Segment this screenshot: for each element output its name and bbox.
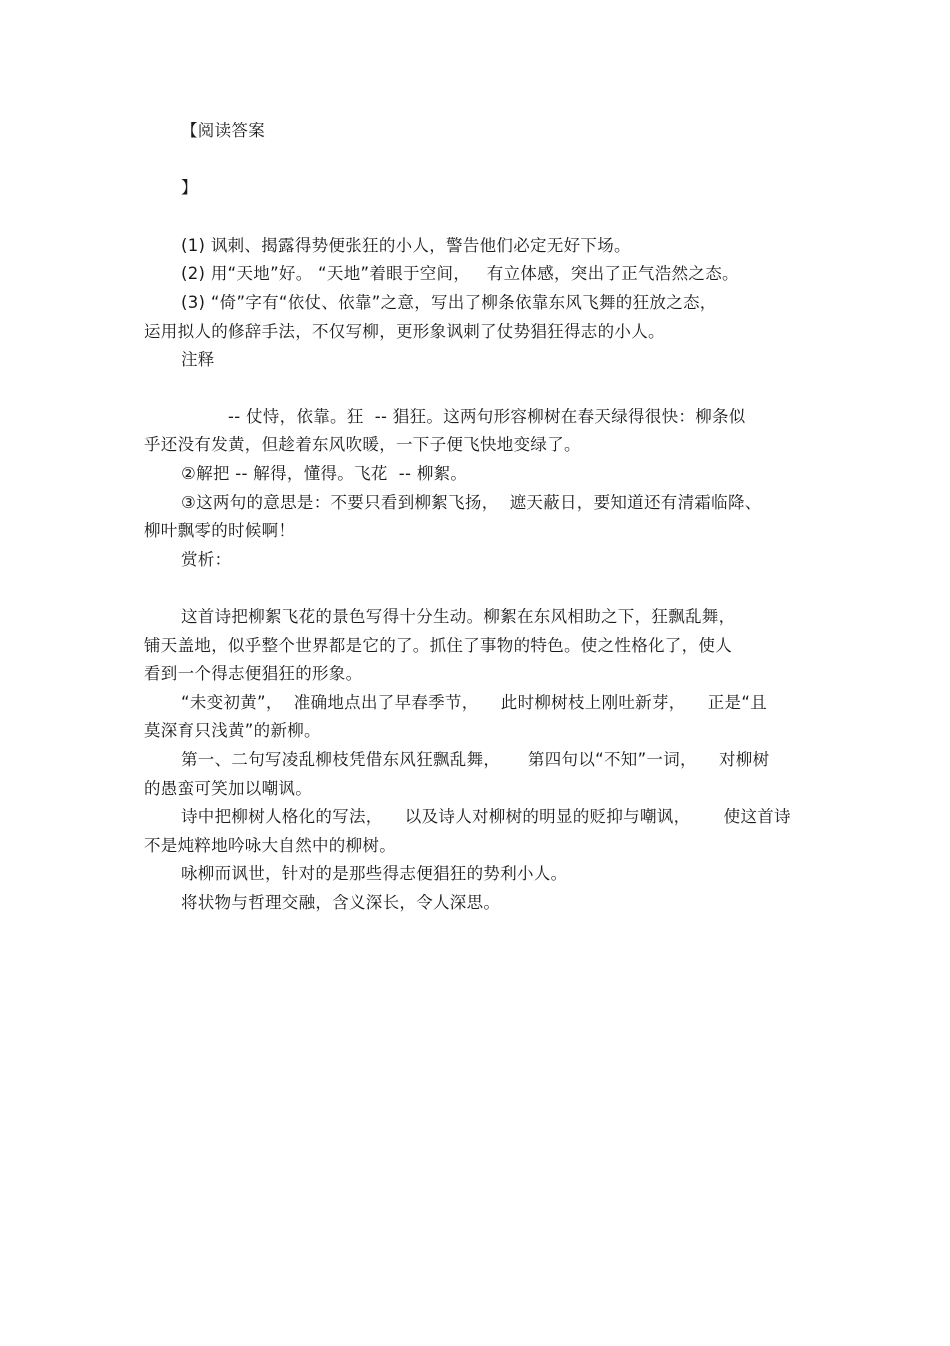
appreciation-line: 这首诗把柳絮飞花的景色写得十分生动。柳絮在东风相助之下，狂飘乱舞， (181, 607, 736, 626)
note-line: 柳叶飘零的时候啊！ (144, 521, 296, 540)
note-line: 乎还没有发黄，但趁着东风吹暖，一下子便飞快地变绿了。 (144, 435, 581, 454)
appreciation-line: 诗中把柳树人格化的写法， 以及诗人对柳树的明显的贬抑与嘲讽， 使这首诗 (181, 807, 791, 826)
appreciation-line: 第一、二句写凌乱柳枝凭借东风狂飘乱舞， 第四句以“不知”一词， 对柳树 (181, 750, 770, 769)
answer-line: 运用拟人的修辞手法，不仅写柳，更形象讽刺了仗势猖狂得志的小人。 (144, 322, 665, 341)
note-line: ③这两句的意思是：不要只看到柳絮飞扬， 遮天蔽日，要知道还有清霜临降、 (181, 493, 762, 512)
appreciation-line: 将状物与哲理交融，含义深长，令人深思。 (181, 893, 501, 912)
answer-line: (2) 用“天地”好。 “天地”着眼于空间， 有立体感，突出了正气浩然之态。 (181, 264, 739, 283)
appreciation-line: 的愚蛮可笑加以嘲讽。 (144, 779, 312, 798)
appreciation-line: 不是炖粹地吟咏大自然中的柳树。 (144, 836, 396, 855)
appreciation-line: 看到一个得志便猖狂的形象。 (144, 664, 363, 683)
heading-close: 】 (181, 178, 198, 197)
answer-line: (1) 讽刺、揭露得势便张狂的小人，警告他们必定无好下场。 (181, 236, 631, 255)
appreciation-line: “未变初黄”， 准确地点出了早春季节， 此时柳树枝上刚吐新芽， 正是“且 (181, 693, 767, 712)
answer-line: (3) “倚”字有“依仗、依靠”之意，写出了柳条依靠东风飞舞的狂放之态， (181, 293, 717, 312)
appreciation-line: 铺天盖地，似乎整个世界都是它的了。抓住了事物的特色。使之性格化了，使人 (144, 636, 732, 655)
notes-title: 注释 (181, 350, 215, 369)
appreciation-line: 咏柳而讽世，针对的是那些得志便猖狂的势利小人。 (181, 864, 568, 883)
heading-open: 【阅读答案 (181, 121, 265, 140)
note-line: ②解把 -- 解得，懂得。飞花 -- 柳絮。 (181, 464, 468, 483)
appreciation-title: 赏析： (181, 550, 232, 569)
note-line: -- 仗恃，依靠。狂 -- 猖狂。这两句形容柳树在春天绿得很快：柳条似 (228, 407, 746, 426)
appreciation-line: 莫深育只浅黄”的新柳。 (144, 721, 321, 740)
